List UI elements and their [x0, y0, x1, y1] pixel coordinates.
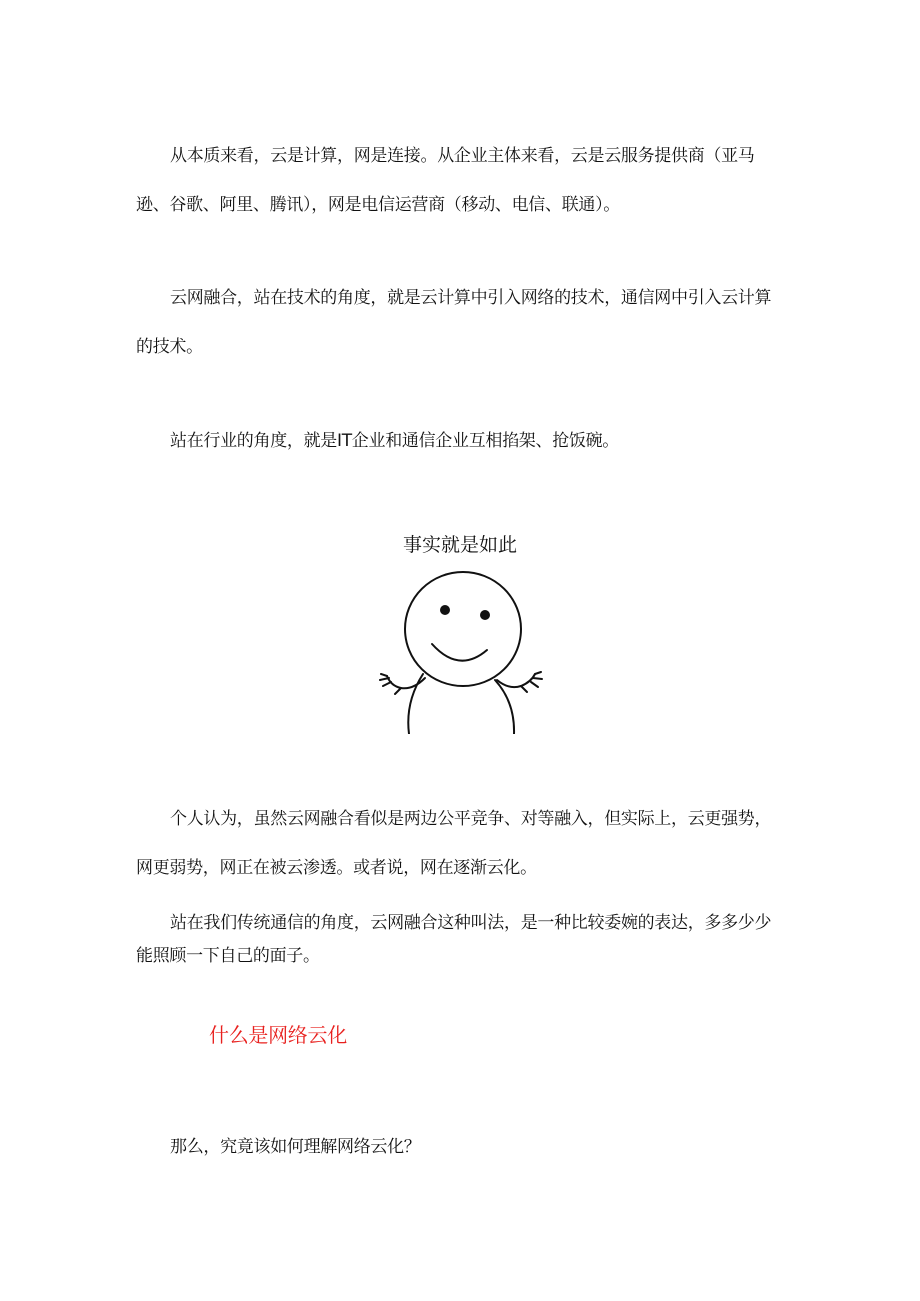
- figure-right-arm: [497, 674, 535, 687]
- figure-right-eye: [480, 610, 490, 620]
- paragraph-technical-view: 云网融合，站在技术的角度，就是云计算中引入网络的技术，通信网中引入云计算的技术。: [136, 288, 772, 357]
- paragraph-traditional-view: 站在我们传统通信的角度，云网融合这种叫法，是一种比较委婉的表达，多多少少能照顾一下自己的面子。: [136, 913, 772, 966]
- section-heading: 什么是网络云化: [209, 1023, 347, 1047]
- paragraph-personal-opinion: 个人认为，虽然云网融合看似是两边公平竞争、对等融入，但实际上，云更强势，网更弱势，网正在被云渗透。或者说，网在逐渐云化。: [136, 809, 772, 878]
- figure-body-right: [495, 680, 514, 734]
- figure-smile: [432, 644, 487, 661]
- paragraph-cloud-vs-network: 从本质来看，云是计算，网是连接。从企业主体来看，云是云服务提供商（亚马逊、谷歌、阿里、腾讯），网是电信运营商（移动、电信、联通）。: [136, 146, 755, 215]
- paragraph-industry-view: 站在行业的角度，就是IT企业和通信企业互相掐架、抢饭碗。: [170, 431, 619, 451]
- figure-right-hand: [531, 672, 542, 687]
- meme-caption: 事实就是如此: [402, 534, 517, 556]
- figure-left-eye: [440, 605, 450, 615]
- figure-head: [405, 572, 521, 686]
- paragraph-question: 那么，究竟该如何理解网络云化？: [170, 1137, 421, 1157]
- shrugging-stick-figure-icon: [375, 562, 545, 734]
- figure-left-arm: [387, 676, 425, 688]
